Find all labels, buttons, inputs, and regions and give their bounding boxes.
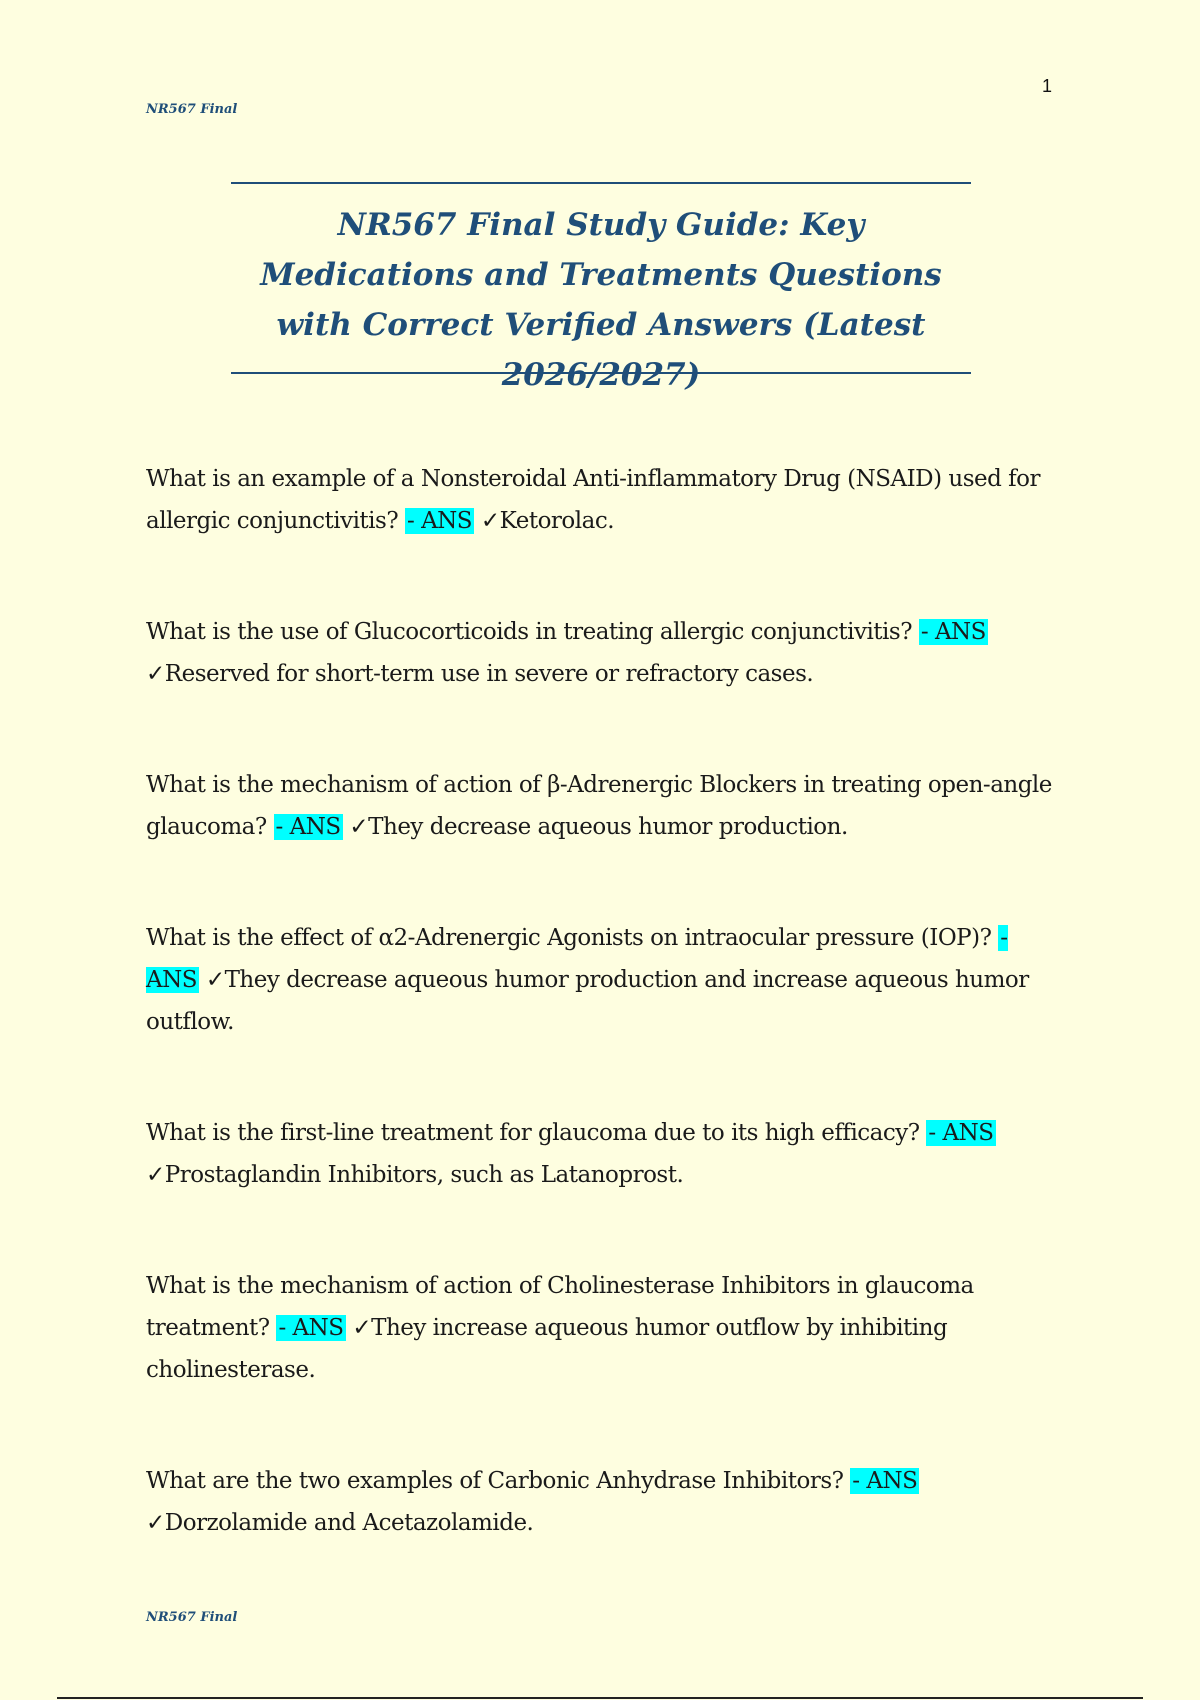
question-text: What is the first-line treatment for glaucoma due to its high efficacy? — [146, 1120, 920, 1146]
qa-list — [146, 458, 1066, 1613]
title-rule-bottom — [231, 372, 971, 374]
question-text: What is the mechanism of action of β-Adrenergic Blockers in treating open-angle glaucoma? — [146, 772, 1052, 840]
qa-item — [146, 1265, 1066, 1391]
answer-text: They increase aqueous humor outflow by inhibiting cholinesterase. — [146, 1315, 948, 1383]
answer-text: They decrease aqueous humor production. — [368, 814, 848, 840]
qa-item — [146, 611, 1066, 695]
question-text: What is the effect of α2-Adrenergic Agonists on intraocular pressure (IOP)? — [146, 925, 992, 951]
question-text: What is the mechanism of action of Cholinesterase Inhibitors in glaucoma treatment? — [146, 1273, 974, 1341]
answer-text: Dorzolamide and Acetazolamide. — [164, 1510, 534, 1536]
qa-item — [146, 917, 1066, 1043]
question-text: What is an example of a Nonsteroidal Anti-inflammatory Drug (NSAID) used for allergic conjunctivitis? — [146, 466, 1041, 534]
footer-rule — [57, 1697, 1143, 1699]
ans-marker: - ANS — [852, 1468, 918, 1494]
footer-label: NR567 Final — [146, 1610, 238, 1625]
page-number: 1 — [1042, 76, 1053, 96]
checkmark-icon: ✓ — [146, 661, 165, 687]
checkmark-icon: ✓ — [205, 967, 225, 993]
ans-marker: - ANS — [146, 925, 1008, 993]
checkmark-icon: ✓ — [480, 508, 500, 534]
header-label: NR567 Final — [146, 102, 238, 117]
title-rule-top — [231, 182, 971, 184]
checkmark-icon: ✓ — [352, 1315, 372, 1341]
question-text: What are the two examples of Carbonic Anhydrase Inhibitors? — [146, 1468, 844, 1494]
ans-marker: - ANS — [406, 508, 473, 534]
answer-text: Prostaglandin Inhibitors, such as Latanoprost. — [164, 1162, 684, 1188]
answer-text: Ketorolac. — [499, 508, 615, 534]
ans-marker: - ANS — [278, 1315, 344, 1341]
ans-marker: - ANS — [920, 619, 986, 645]
answer-text: Reserved for short-term use in severe or refractory cases. — [164, 661, 814, 687]
answer-text: They decrease aqueous humor production and increase aqueous humor outflow. — [146, 967, 1029, 1035]
qa-item — [146, 458, 1066, 542]
qa-item — [146, 764, 1066, 848]
checkmark-icon: ✓ — [349, 814, 369, 840]
document-title: NR567 Final Study Guide: Key Medications and Treatments Questions with Correct Verified Answers (Latest 2026/2027) — [260, 207, 942, 393]
question-text: What is the use of Glucocorticoids in treating allergic conjunctivitis? — [146, 619, 913, 645]
ans-marker: - ANS — [275, 814, 341, 840]
checkmark-icon: ✓ — [146, 1162, 165, 1188]
qa-item — [146, 1112, 1066, 1196]
qa-item — [146, 1460, 1066, 1544]
checkmark-icon: ✓ — [146, 1510, 165, 1536]
ans-marker: - ANS — [928, 1120, 994, 1146]
